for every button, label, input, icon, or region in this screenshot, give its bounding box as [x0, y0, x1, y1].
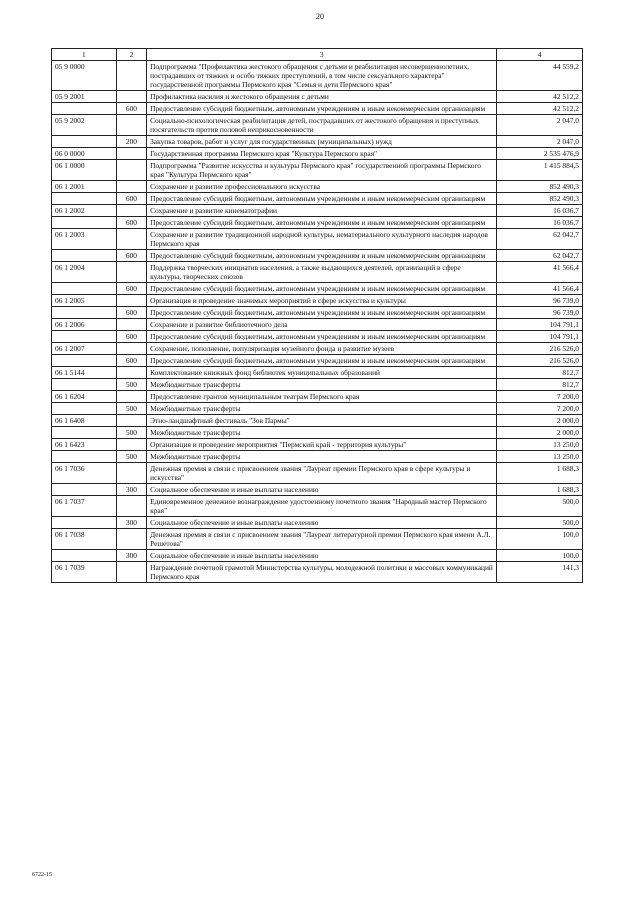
row-kvr [116, 562, 146, 583]
row-name: Межбюджетные трансферты [147, 403, 497, 415]
row-kvr [116, 391, 146, 403]
row-name: Межбюджетные трансферты [147, 451, 497, 463]
row-name: Межбюджетные трансферты [147, 379, 497, 391]
row-name: Предоставление субсидий бюджетным, автономным учреждениям и иным некоммерческим организациям [147, 217, 497, 229]
row-name: Профилактика насилия и жестокого обращения с детьми [147, 91, 497, 103]
row-amount: 216 526,0 [497, 355, 583, 367]
row-kvr [116, 148, 146, 160]
row-amount: 42 512,2 [497, 103, 583, 115]
row-name: Награждение почетной грамотой Министерства культуры, молодежной политики и массовых коммуникаций Пермского края [147, 562, 497, 583]
row-amount: 41 566,4 [497, 283, 583, 295]
row-kvr [116, 91, 146, 103]
table-row [52, 550, 583, 562]
table-row [52, 451, 583, 463]
row-kvr [116, 319, 146, 331]
table-row [52, 295, 583, 307]
row-code [52, 250, 117, 262]
row-code: 05 9 0000 [52, 61, 117, 91]
row-amount: 500,0 [497, 517, 583, 529]
row-kvr [116, 262, 146, 283]
row-kvr: 500 [116, 451, 146, 463]
row-code: 05 9 2002 [52, 115, 117, 136]
row-amount: 1 415 884,5 [497, 160, 583, 181]
row-amount: 216 526,0 [497, 343, 583, 355]
row-kvr [116, 61, 146, 91]
row-amount: 2 047,0 [497, 136, 583, 148]
row-code [52, 283, 117, 295]
row-amount: 852 490,3 [497, 181, 583, 193]
row-name: Организация и проведение значимых мероприятий в сфере искусства и культуры [147, 295, 497, 307]
row-code: 06 1 2004 [52, 262, 117, 283]
row-amount: 100,0 [497, 529, 583, 550]
header-col-3: 3 [147, 49, 497, 61]
row-kvr: 300 [116, 484, 146, 496]
table-row [52, 367, 583, 379]
row-name: Этно-ландшафтный фестиваль "Зов Пармы" [147, 415, 497, 427]
header-col-2: 2 [116, 49, 146, 61]
row-kvr: 600 [116, 250, 146, 262]
table-row [52, 61, 583, 91]
table-row [52, 136, 583, 148]
row-code: 06 1 2003 [52, 229, 117, 250]
row-code: 06 1 2007 [52, 343, 117, 355]
row-amount: 1 688,3 [497, 484, 583, 496]
row-amount: 13 250,0 [497, 439, 583, 451]
row-name: Предоставление субсидий бюджетным, автономным учреждениям и иным некоммерческим организациям [147, 331, 497, 343]
row-kvr: 300 [116, 550, 146, 562]
row-name: Подпрограмма "Профилактика жестокого обращения с детьми и реабилитация несовершеннолетних, пострадавших от тяжких и особо тяжких преступлений, в том числе сексуального характера" государственной программы Пермского края "Семья и дети Пермского края" [147, 61, 497, 91]
row-kvr [116, 367, 146, 379]
row-kvr: 600 [116, 217, 146, 229]
row-kvr [116, 439, 146, 451]
row-amount: 2 000,0 [497, 427, 583, 439]
row-name: Сохранение и развитие библиотечного дела [147, 319, 497, 331]
budget-table [51, 48, 583, 583]
row-code [52, 484, 117, 496]
table-row [52, 463, 583, 484]
page-number: 20 [316, 12, 324, 21]
row-name: Денежная премия в связи с присвоением звания "Лауреат литературной премии Пермского края имени А.Л. Решетова" [147, 529, 497, 550]
row-code: 06 1 7038 [52, 529, 117, 550]
row-code [52, 331, 117, 343]
row-code [52, 103, 117, 115]
row-code: 06 1 2002 [52, 205, 117, 217]
table-row [52, 529, 583, 550]
row-code [52, 550, 117, 562]
table-row [52, 415, 583, 427]
table-row [52, 484, 583, 496]
row-kvr: 500 [116, 427, 146, 439]
row-amount: 41 566,4 [497, 262, 583, 283]
row-code: 06 1 2005 [52, 295, 117, 307]
row-kvr: 500 [116, 379, 146, 391]
row-name: Денежная премия в связи с присвоением звания "Лауреат премии Пермского края в сфере культуры и искусства" [147, 463, 497, 484]
table-row [52, 343, 583, 355]
table-header-row [52, 49, 583, 61]
table-row [52, 229, 583, 250]
footer-code: 6722-15 [32, 872, 52, 878]
table-row [52, 250, 583, 262]
row-amount: 100,0 [497, 550, 583, 562]
row-kvr [116, 343, 146, 355]
row-kvr: 600 [116, 103, 146, 115]
table-row [52, 103, 583, 115]
row-amount: 13 250,0 [497, 451, 583, 463]
row-kvr: 600 [116, 331, 146, 343]
row-kvr: 200 [116, 136, 146, 148]
table-row [52, 439, 583, 451]
row-amount: 16 036,7 [497, 217, 583, 229]
row-name: Предоставление грантов муниципальным театрам Пермского края [147, 391, 497, 403]
row-code [52, 136, 117, 148]
row-kvr [116, 529, 146, 550]
row-amount: 16 036,7 [497, 205, 583, 217]
table-row [52, 262, 583, 283]
row-code: 06 1 6423 [52, 439, 117, 451]
table-row [52, 331, 583, 343]
row-amount: 2 535 476,9 [497, 148, 583, 160]
row-amount: 2 000,0 [497, 415, 583, 427]
row-name: Предоставление субсидий бюджетным, автономным учреждениям и иным некоммерческим организациям [147, 250, 497, 262]
row-amount: 42 512,2 [497, 91, 583, 103]
row-name: Сохранение и развитие кинематографии [147, 205, 497, 217]
row-kvr [116, 463, 146, 484]
row-amount: 141,3 [497, 562, 583, 583]
header-col-1: 1 [52, 49, 117, 61]
row-code: 06 1 6408 [52, 415, 117, 427]
row-name: Предоставление субсидий бюджетным, автономным учреждениям и иным некоммерческим организациям [147, 355, 497, 367]
row-amount: 852 490,3 [497, 193, 583, 205]
row-kvr [116, 181, 146, 193]
row-name: Подпрограмма "Развитие искусства и культуры Пермского края" государственной программы Пермского края "Культура Пермского края" [147, 160, 497, 181]
table-row [52, 319, 583, 331]
row-name: Предоставление субсидий бюджетным, автономным учреждениям и иным некоммерческим организациям [147, 307, 497, 319]
row-kvr: 500 [116, 403, 146, 415]
row-amount: 104 791,1 [497, 319, 583, 331]
row-name: Предоставление субсидий бюджетным, автономным учреждениям и иным некоммерческим организациям [147, 283, 497, 295]
row-name: Предоставление субсидий бюджетным, автономным учреждениям и иным некоммерческим организациям [147, 103, 497, 115]
row-amount: 96 739,0 [497, 295, 583, 307]
row-code [52, 403, 117, 415]
table-row [52, 403, 583, 415]
row-code [52, 307, 117, 319]
table-row [52, 427, 583, 439]
row-kvr: 600 [116, 355, 146, 367]
row-code: 06 1 7039 [52, 562, 117, 583]
row-name: Сохранение и развитие профессионального искусства [147, 181, 497, 193]
row-name: Сохранение, пополнение, популяризация музейного фонда и развитие музеев [147, 343, 497, 355]
row-code [52, 451, 117, 463]
row-code: 06 1 2001 [52, 181, 117, 193]
row-amount: 500,0 [497, 496, 583, 517]
row-name: Государственная программа Пермского края "Культура Пермского края" [147, 148, 497, 160]
table-row [52, 307, 583, 319]
row-code: 06 1 2006 [52, 319, 117, 331]
row-code [52, 379, 117, 391]
table-body [52, 61, 583, 583]
table-row [52, 496, 583, 517]
row-kvr [116, 295, 146, 307]
row-name: Организация и проведение мероприятия "Пермский край - территория культуры" [147, 439, 497, 451]
row-code [52, 355, 117, 367]
row-kvr [116, 160, 146, 181]
table-row [52, 217, 583, 229]
row-code [52, 193, 117, 205]
row-name: Комплектование книжных фонд библиотек муниципальных образований [147, 367, 497, 379]
row-amount: 96 739,0 [497, 307, 583, 319]
row-kvr [116, 205, 146, 217]
table-row [52, 91, 583, 103]
row-name: Поддержка творческих инициатив населения, а также выдающихся деятелей, организаций в сфере культуры, творческих союзов [147, 262, 497, 283]
table-row [52, 160, 583, 181]
row-kvr: 600 [116, 307, 146, 319]
table-row [52, 562, 583, 583]
row-kvr [116, 415, 146, 427]
row-amount: 44 559,2 [497, 61, 583, 91]
row-code: 06 1 6204 [52, 391, 117, 403]
row-amount: 2 047,0 [497, 115, 583, 136]
row-code: 06 0 0000 [52, 148, 117, 160]
header-col-4: 4 [497, 49, 583, 61]
row-name: Социально-психологическая реабилитация детей, пострадавших от жестокого обращения и преступных посягательств против половой неприкосновенности [147, 115, 497, 136]
table-row [52, 181, 583, 193]
row-amount: 812,7 [497, 379, 583, 391]
table-row [52, 391, 583, 403]
table-row [52, 379, 583, 391]
table-row [52, 283, 583, 295]
table-row [52, 193, 583, 205]
row-kvr [116, 496, 146, 517]
row-amount: 7 200,0 [497, 403, 583, 415]
row-kvr: 600 [116, 283, 146, 295]
row-name: Предоставление субсидий бюджетным, автономным учреждениям и иным некоммерческим организациям [147, 193, 497, 205]
row-kvr [116, 229, 146, 250]
row-code [52, 217, 117, 229]
row-name: Сохранение и развитие традиционной народной культуры, нематериального культурного наследия народов Пермского края [147, 229, 497, 250]
row-kvr: 300 [116, 517, 146, 529]
row-name: Социальное обеспечение и иные выплаты населению [147, 550, 497, 562]
row-code: 06 1 7037 [52, 496, 117, 517]
row-name: Социальное обеспечение и иные выплаты населению [147, 517, 497, 529]
row-kvr [116, 115, 146, 136]
row-kvr: 600 [116, 193, 146, 205]
row-amount: 62 042,7 [497, 250, 583, 262]
table-row [52, 115, 583, 136]
table-row [52, 517, 583, 529]
row-code: 05 9 2001 [52, 91, 117, 103]
row-name: Социальное обеспечение и иные выплаты населению [147, 484, 497, 496]
row-name: Межбюджетные трансферты [147, 427, 497, 439]
row-amount: 104 791,1 [497, 331, 583, 343]
table-row [52, 205, 583, 217]
row-amount: 1 688,3 [497, 463, 583, 484]
row-code: 06 1 5144 [52, 367, 117, 379]
row-code [52, 427, 117, 439]
row-code [52, 517, 117, 529]
row-amount: 7 200,0 [497, 391, 583, 403]
row-code: 06 1 0000 [52, 160, 117, 181]
table-row [52, 148, 583, 160]
row-name: Единовременное денежное вознаграждение удостоенному почетного звания "Народный мастер Пермского края" [147, 496, 497, 517]
row-amount: 62 042,7 [497, 229, 583, 250]
row-name: Закупка товаров, работ и услуг для государственных (муниципальных) нужд [147, 136, 497, 148]
table-row [52, 355, 583, 367]
row-code: 06 1 7036 [52, 463, 117, 484]
row-amount: 812,7 [497, 367, 583, 379]
